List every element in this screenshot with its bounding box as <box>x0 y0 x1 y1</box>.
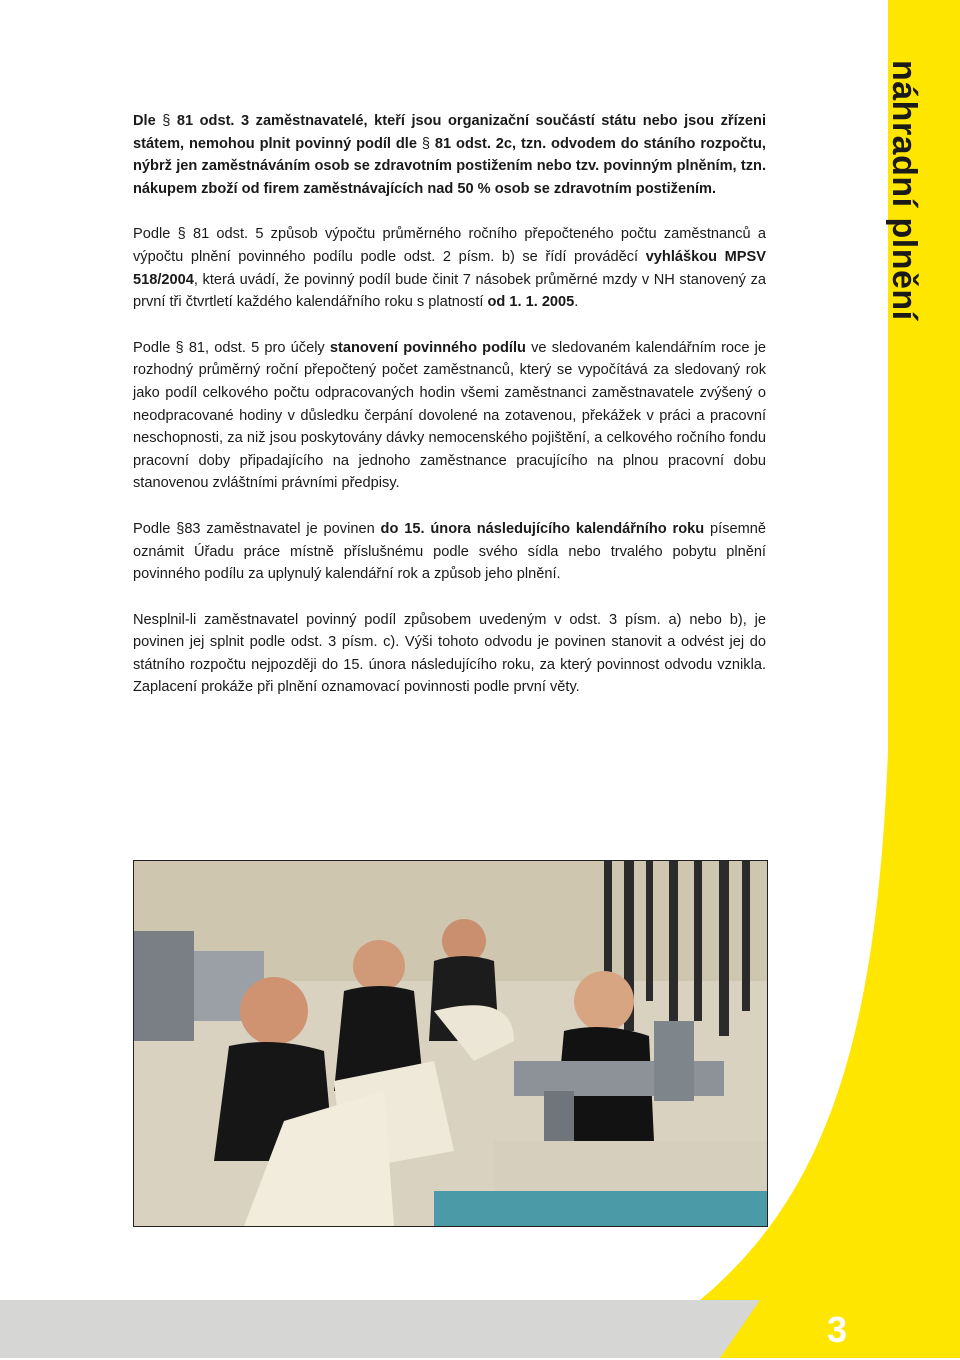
main-text <box>133 110 766 722</box>
section-sign: § <box>177 226 186 243</box>
section-sign: § <box>176 520 185 537</box>
page-number: 3 <box>826 1309 848 1350</box>
section-sign: § <box>421 135 430 152</box>
paragraph-2: Podle § 81 odst. 5 způsob výpočtu průměrného ročního přepočteného počtu zaměstnanců a výpočtu plnění povinného podílu podle odst. 2 písm. b) se řídí prováděcí vyhláškou MPSV 518/2004, která uvádí, že povinný podíl bude činit 7 násobek průměrné mzdy v NH stanovený za první tři čtvrtletí každého kalendářního roku s platností od 1. 1. 2005. <box>133 226 766 311</box>
paragraph-4: Podle §83 zaměstnavatel je povinen do 15. února následujícího kalendářního roku písemně oznámit Úřadu práce místně příslušnému podle svého sídla nebo trvalého pobytu plnění povinného podílu za uplynulý kalendářní rok a způsob jeho plnění. <box>133 520 767 583</box>
paragraph-5: Nesplnil-li zaměstnavatel povinný podíl způsobem uvedeným v odst. 3 písm. a) nebo b), je povinen jej splnit podle odst. 3 písm. c). Výši tohoto odvodu je povinen stanovit a odvést jej do státního rozpočtu nejpozději do 15. února následujícího roku, za který povinnost odvodu vznikla. Zaplacení prokáže při plnění oznamovací povinnosti podle první věty. <box>133 611 766 696</box>
paragraph-1: Dle § 81 odst. 3 zaměstnavatelé, kteří jsou organizační součástí státu nebo jsou zřízeni státem, nemohou plnit povinný podíl dle § 81 odst. 2c, tzn. odvodem do stáního rozpočtu, nýbrž jen zaměstnáváním osob se zdravotním postižením nebo tzv. povinným plněním, tzn. nákupem zboží od firem zaměstnávajících nad 50 % osob se zdravotním postižením. <box>133 113 767 197</box>
section-sign: § <box>162 113 171 129</box>
sewing-workers-photo <box>133 860 768 1227</box>
paragraph-3: Podle § 81, odst. 5 pro účely stanovení povinného podílu ve sledovaném kalendářním roce je rozhodný průměrný roční přepočtený počet zaměstnanců, který se vypočítává za sledovaný rok jako podíl celkového počtu odpracovaných hodin všemi zaměstnanci zaměstnavatele zvýšený o neodpracované hodiny v důsledku čerpání dovolené na zotavenou, překážek v práci a pracovní neschopnosti, za niž jsou poskytovány dávky nemocenského pojištění, a celkového ročního fondu pracovní doby připadajícího na jednoho zaměstnance pracujícího na plnou pracovní dobu stanovenou zvláštními právními předpisy. <box>133 339 767 492</box>
section-sign: § <box>175 339 184 356</box>
side-title: náhradní plnění <box>885 60 923 321</box>
